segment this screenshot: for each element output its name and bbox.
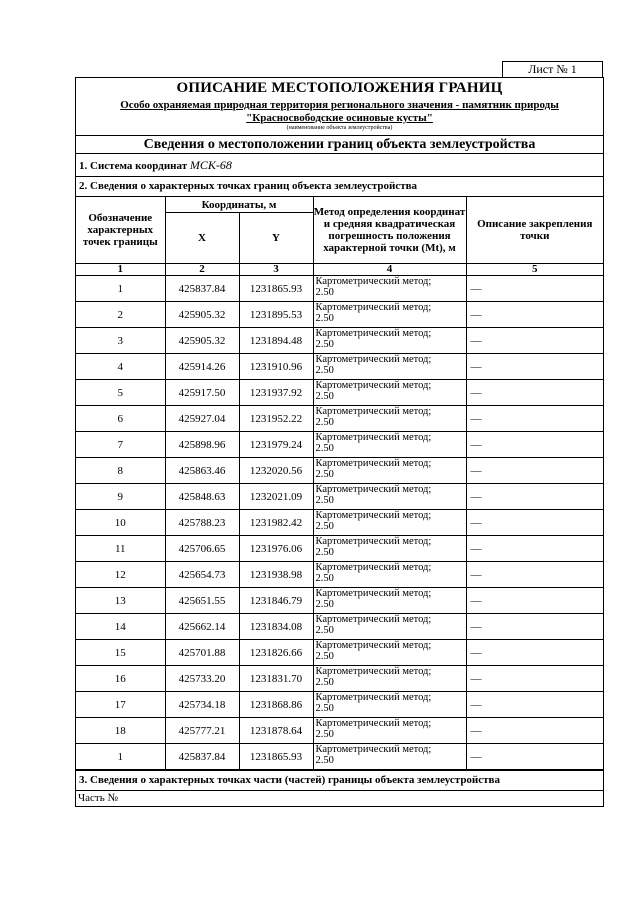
method-accuracy: 2.50 <box>315 755 334 766</box>
point-number: 1 <box>76 276 165 302</box>
table-row <box>76 406 603 432</box>
method-cell <box>313 536 466 562</box>
method-accuracy: 2.50 <box>315 495 334 506</box>
method-cell <box>313 744 466 770</box>
method-text: Картометрический метод; <box>315 562 432 573</box>
coord-x: 425905.32 <box>165 302 239 328</box>
coord-y: 1231952.22 <box>239 406 313 432</box>
column-numbers-row <box>76 264 603 276</box>
document-header <box>76 78 603 136</box>
table-row <box>76 484 603 510</box>
header-y: Y <box>239 213 313 264</box>
method-cell <box>313 718 466 744</box>
sheet-number: Лист № 1 <box>502 61 603 78</box>
method-cell <box>313 406 466 432</box>
coord-y: 1231878.64 <box>239 718 313 744</box>
coord-y: 1231865.93 <box>239 276 313 302</box>
method-accuracy: 2.50 <box>315 573 334 584</box>
coord-x: 425905.32 <box>165 328 239 354</box>
method-cell <box>313 640 466 666</box>
method-accuracy: 2.50 <box>315 599 334 610</box>
point-number: 11 <box>76 536 165 562</box>
coord-x: 425777.21 <box>165 718 239 744</box>
coord-y: 1231895.53 <box>239 302 313 328</box>
point-number: 2 <box>76 302 165 328</box>
coord-x: 425651.55 <box>165 588 239 614</box>
coord-y: 1231834.08 <box>239 614 313 640</box>
method-cell <box>313 666 466 692</box>
coord-y: 1231831.70 <box>239 666 313 692</box>
method-text: Картометрический метод; <box>315 302 432 313</box>
coord-y: 1232021.09 <box>239 484 313 510</box>
method-accuracy: 2.50 <box>315 547 334 558</box>
description-cell: — <box>466 432 603 458</box>
column-number: 2 <box>165 264 239 276</box>
method-cell <box>313 380 466 406</box>
coordinate-system-value: МСК-68 <box>189 158 232 172</box>
coord-y: 1231982.42 <box>239 510 313 536</box>
document-title: ОПИСАНИЕ МЕСТОПОЛОЖЕНИЯ ГРАНИЦ <box>176 80 503 96</box>
column-number: 4 <box>313 264 466 276</box>
method-text: Картометрический метод; <box>315 536 432 547</box>
point-number: 17 <box>76 692 165 718</box>
point-number: 18 <box>76 718 165 744</box>
method-cell <box>313 692 466 718</box>
coord-x: 425654.73 <box>165 562 239 588</box>
coord-x: 425733.20 <box>165 666 239 692</box>
method-text: Картометрический метод; <box>315 718 432 729</box>
table-row <box>76 562 603 588</box>
point-number: 9 <box>76 484 165 510</box>
description-cell: — <box>466 406 603 432</box>
description-cell: — <box>466 302 603 328</box>
method-text: Картометрический метод; <box>315 458 432 469</box>
table-row <box>76 302 603 328</box>
method-cell <box>313 510 466 536</box>
table-row <box>76 354 603 380</box>
coord-y: 1231937.92 <box>239 380 313 406</box>
point-number: 6 <box>76 406 165 432</box>
coord-x: 425898.96 <box>165 432 239 458</box>
coord-y: 1231910.96 <box>239 354 313 380</box>
description-cell: — <box>466 328 603 354</box>
point-number: 1 <box>76 744 165 770</box>
description-cell: — <box>466 354 603 380</box>
header-method: Метод определения координат и средняя квадратическая погрешность положения характерной точки (Mt), м <box>313 197 466 264</box>
coord-y: 1231976.06 <box>239 536 313 562</box>
coordinate-system-label: 1. Система координат <box>79 160 190 172</box>
method-text: Картометрический метод; <box>315 510 432 521</box>
coord-y: 1231865.93 <box>239 744 313 770</box>
coord-x: 425837.84 <box>165 744 239 770</box>
description-cell: — <box>466 614 603 640</box>
method-accuracy: 2.50 <box>315 313 334 324</box>
column-number: 1 <box>76 264 165 276</box>
point-number: 3 <box>76 328 165 354</box>
method-cell <box>313 302 466 328</box>
object-name-note: (наименование объекта землеустройства) <box>286 125 393 131</box>
point-number: 8 <box>76 458 165 484</box>
object-name-line: "Красносвободские осиновые кусты" <box>246 112 433 124</box>
coord-y: 1231868.86 <box>239 692 313 718</box>
description-cell: — <box>466 458 603 484</box>
description-cell: — <box>466 640 603 666</box>
method-text: Картометрический метод; <box>315 588 432 599</box>
coord-y: 1232020.56 <box>239 458 313 484</box>
header-coords: Координаты, м <box>165 197 313 213</box>
method-accuracy: 2.50 <box>315 417 334 428</box>
table-row <box>76 458 603 484</box>
coord-x: 425927.04 <box>165 406 239 432</box>
description-cell: — <box>466 744 603 770</box>
coord-x: 425701.88 <box>165 640 239 666</box>
point-number: 12 <box>76 562 165 588</box>
method-accuracy: 2.50 <box>315 339 334 350</box>
description-cell: — <box>466 692 603 718</box>
method-text: Картометрический метод; <box>315 380 432 391</box>
method-accuracy: 2.50 <box>315 625 334 636</box>
coord-x: 425706.65 <box>165 536 239 562</box>
coord-x: 425734.18 <box>165 692 239 718</box>
table-row <box>76 276 603 302</box>
table-row <box>76 380 603 406</box>
description-cell: — <box>466 484 603 510</box>
coordinate-system-line <box>76 154 603 177</box>
table-row <box>76 718 603 744</box>
coord-y: 1231938.98 <box>239 562 313 588</box>
point-number: 15 <box>76 640 165 666</box>
part-number-line: Часть № <box>78 792 118 804</box>
method-text: Картометрический метод; <box>315 406 432 417</box>
coord-y: 1231894.48 <box>239 328 313 354</box>
table-row <box>76 588 603 614</box>
method-accuracy: 2.50 <box>315 703 334 714</box>
point-number: 5 <box>76 380 165 406</box>
description-cell: — <box>466 510 603 536</box>
method-accuracy: 2.50 <box>315 287 334 298</box>
point-number: 14 <box>76 614 165 640</box>
method-accuracy: 2.50 <box>315 677 334 688</box>
section-2-label: 2. Сведения о характерных точках границ объекта землеустройства <box>76 177 603 197</box>
method-text: Картометрический метод; <box>315 692 432 703</box>
description-cell: — <box>466 380 603 406</box>
section-title: Сведения о местоположении границ объекта землеустройства <box>76 136 603 154</box>
method-cell <box>313 458 466 484</box>
section-3-label: 3. Сведения о характерных точках части (частей) границы объекта землеустройства <box>76 770 603 791</box>
table-row <box>76 510 603 536</box>
method-cell <box>313 328 466 354</box>
method-accuracy: 2.50 <box>315 651 334 662</box>
coord-y: 1231846.79 <box>239 588 313 614</box>
description-cell: — <box>466 588 603 614</box>
method-text: Картометрический метод; <box>315 432 432 443</box>
coord-x: 425914.26 <box>165 354 239 380</box>
object-type-line: Особо охраняемая природная территория регионального значения - памятник природы <box>120 99 559 111</box>
method-cell <box>313 614 466 640</box>
document-frame <box>75 77 604 807</box>
coord-x: 425662.14 <box>165 614 239 640</box>
method-text: Картометрический метод; <box>315 354 432 365</box>
coord-y: 1231826.66 <box>239 640 313 666</box>
method-text: Картометрический метод; <box>315 640 432 651</box>
description-cell: — <box>466 536 603 562</box>
point-number: 4 <box>76 354 165 380</box>
method-cell <box>313 354 466 380</box>
method-text: Картометрический метод; <box>315 614 432 625</box>
description-cell: — <box>466 562 603 588</box>
point-number: 7 <box>76 432 165 458</box>
table-row <box>76 536 603 562</box>
coord-x: 425848.63 <box>165 484 239 510</box>
coord-x: 425837.84 <box>165 276 239 302</box>
header-description: Описание закрепления точки <box>466 197 603 264</box>
coord-y: 1231979.24 <box>239 432 313 458</box>
points-table <box>76 197 603 770</box>
table-row <box>76 692 603 718</box>
point-number: 10 <box>76 510 165 536</box>
table-row <box>76 432 603 458</box>
header-point: Обозначение характерных точек границы <box>76 197 165 264</box>
method-accuracy: 2.50 <box>315 469 334 480</box>
method-cell <box>313 588 466 614</box>
table-row <box>76 666 603 692</box>
method-text: Картометрический метод; <box>315 666 432 677</box>
table-row <box>76 614 603 640</box>
method-accuracy: 2.50 <box>315 729 334 740</box>
method-cell <box>313 562 466 588</box>
method-text: Картометрический метод; <box>315 484 432 495</box>
method-cell <box>313 276 466 302</box>
method-cell <box>313 484 466 510</box>
method-accuracy: 2.50 <box>315 365 334 376</box>
point-number: 16 <box>76 666 165 692</box>
header-x: X <box>165 213 239 264</box>
coord-x: 425917.50 <box>165 380 239 406</box>
description-cell: — <box>466 666 603 692</box>
method-cell <box>313 432 466 458</box>
table-row <box>76 640 603 666</box>
method-text: Картометрический метод; <box>315 328 432 339</box>
column-number: 3 <box>239 264 313 276</box>
method-text: Картометрический метод; <box>315 744 432 755</box>
coord-x: 425863.46 <box>165 458 239 484</box>
coord-x: 425788.23 <box>165 510 239 536</box>
method-accuracy: 2.50 <box>315 521 334 532</box>
column-number: 5 <box>466 264 603 276</box>
point-number: 13 <box>76 588 165 614</box>
method-text: Картометрический метод; <box>315 276 432 287</box>
description-cell: — <box>466 718 603 744</box>
table-row <box>76 744 603 770</box>
table-row <box>76 328 603 354</box>
points-table-body <box>76 276 603 770</box>
method-accuracy: 2.50 <box>315 443 334 454</box>
description-cell: — <box>466 276 603 302</box>
method-accuracy: 2.50 <box>315 391 334 402</box>
